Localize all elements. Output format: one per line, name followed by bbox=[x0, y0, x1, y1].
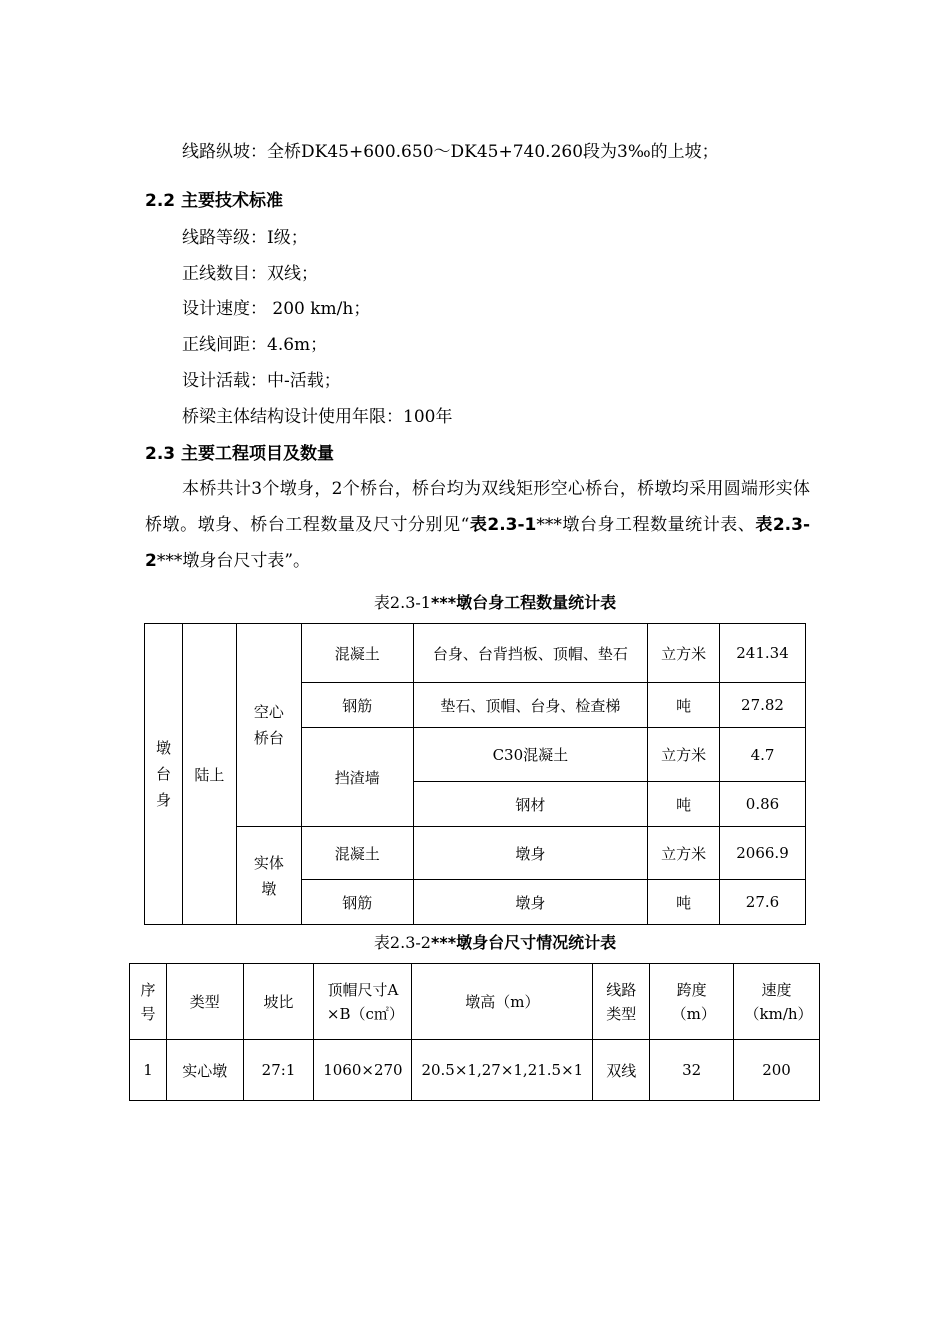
table-cell: 27:1 bbox=[243, 1040, 314, 1101]
qty-cell: 2066.9 bbox=[720, 827, 806, 880]
qty-cell: 0.86 bbox=[720, 782, 806, 827]
land-cell: 陆上 bbox=[182, 624, 236, 925]
table-cell: 双线 bbox=[593, 1040, 650, 1101]
unit-cell: 吨 bbox=[648, 880, 720, 925]
standard-item: 设计速度： 200 km/h； bbox=[182, 299, 371, 319]
hollow-abutment-cell: 空心桥台 bbox=[236, 624, 301, 827]
header-speed: 速度（km/h） bbox=[734, 964, 820, 1040]
dimension-table bbox=[129, 963, 820, 1101]
table-cell: 实心墩 bbox=[166, 1040, 243, 1101]
item-cell: 钢筋 bbox=[301, 880, 413, 925]
desc-cell: 台身、台背挡板、顶帽、垫石 bbox=[413, 624, 648, 683]
standard-item: 线路等级：Ⅰ级； bbox=[182, 228, 308, 248]
quantity-table bbox=[144, 623, 806, 925]
desc-cell: C30混凝土 bbox=[413, 728, 648, 782]
unit-cell: 立方米 bbox=[648, 624, 720, 683]
unit-cell: 吨 bbox=[648, 683, 720, 728]
qty-cell: 27.6 bbox=[720, 880, 806, 925]
header-pier-height: 墩高（m） bbox=[412, 964, 593, 1040]
desc-cell: 钢材 bbox=[413, 782, 648, 827]
section-2-3-heading: 2.3 主要工程项目及数量 bbox=[145, 444, 335, 464]
section-2-3-paragraph bbox=[145, 471, 810, 579]
unit-cell: 吨 bbox=[648, 782, 720, 827]
solid-pier-cell: 实体墩 bbox=[236, 827, 301, 925]
table-cell: 20.5×1,27×1,21.5×1 bbox=[412, 1040, 593, 1101]
standard-item: 设计活载：中-活载； bbox=[182, 371, 341, 391]
table-ref-1: 表2.3-1 bbox=[469, 515, 537, 535]
table1-caption: 表2.3-1***墩台身工程数量统计表 bbox=[373, 593, 617, 612]
unit-cell: 立方米 bbox=[648, 827, 720, 880]
desc-cell: 垫石、顶帽、台身、检查梯 bbox=[413, 683, 648, 728]
qty-cell: 4.7 bbox=[720, 728, 806, 782]
standard-item: 正线数目：双线； bbox=[182, 264, 318, 284]
table2-caption: 表2.3-2***墩身台尺寸情况统计表 bbox=[373, 933, 617, 952]
standard-item: 正线间距：4.6m； bbox=[182, 335, 328, 355]
qty-cell: 27.82 bbox=[720, 683, 806, 728]
item-cell: 混凝土 bbox=[301, 827, 413, 880]
desc-cell: 墩身 bbox=[413, 827, 648, 880]
item-cell: 混凝土 bbox=[301, 624, 413, 683]
gradient-line: 线路纵坡：全桥DK45+600.650～DK45+740.260段为3‰的上坡； bbox=[182, 142, 719, 162]
table-cell: 32 bbox=[650, 1040, 734, 1101]
table-cell: 200 bbox=[734, 1040, 820, 1101]
header-type: 类型 bbox=[166, 964, 243, 1040]
header-slope: 坡比 bbox=[243, 964, 314, 1040]
item-cell: 钢筋 bbox=[301, 683, 413, 728]
desc-cell: 墩身 bbox=[413, 880, 648, 925]
header-cap-size: 顶帽尺寸A×B（c㎡） bbox=[314, 964, 412, 1040]
header-span: 跨度（m） bbox=[650, 964, 734, 1040]
para-text: 本桥共计3个墩身，2个桥台，桥台均为双线矩形空心桥台，桥墩均采用圆端形实体桥墩。墩身、桥台工程数量及尺寸分别见“ bbox=[145, 479, 810, 535]
table-ref-2: 表2.3-2 bbox=[145, 515, 811, 571]
section-2-2-heading: 2.2 主要技术标准 bbox=[145, 191, 284, 211]
qty-cell: 241.34 bbox=[720, 624, 806, 683]
table-cell: 1060×270 bbox=[314, 1040, 412, 1101]
unit-cell: 立方米 bbox=[648, 728, 720, 782]
para-text: ***墩台身工程数量统计表、 bbox=[536, 515, 756, 535]
pier-abutment-cell: 墩台身 bbox=[145, 624, 183, 925]
header-line-type: 线路类型 bbox=[593, 964, 650, 1040]
header-no: 序号 bbox=[130, 964, 167, 1040]
item-cell: 挡渣墙 bbox=[301, 728, 413, 827]
standard-item: 桥梁主体结构设计使用年限：100年 bbox=[182, 407, 453, 427]
table-cell: 1 bbox=[130, 1040, 167, 1101]
para-text: ***墩身台尺寸表”。 bbox=[156, 551, 311, 571]
